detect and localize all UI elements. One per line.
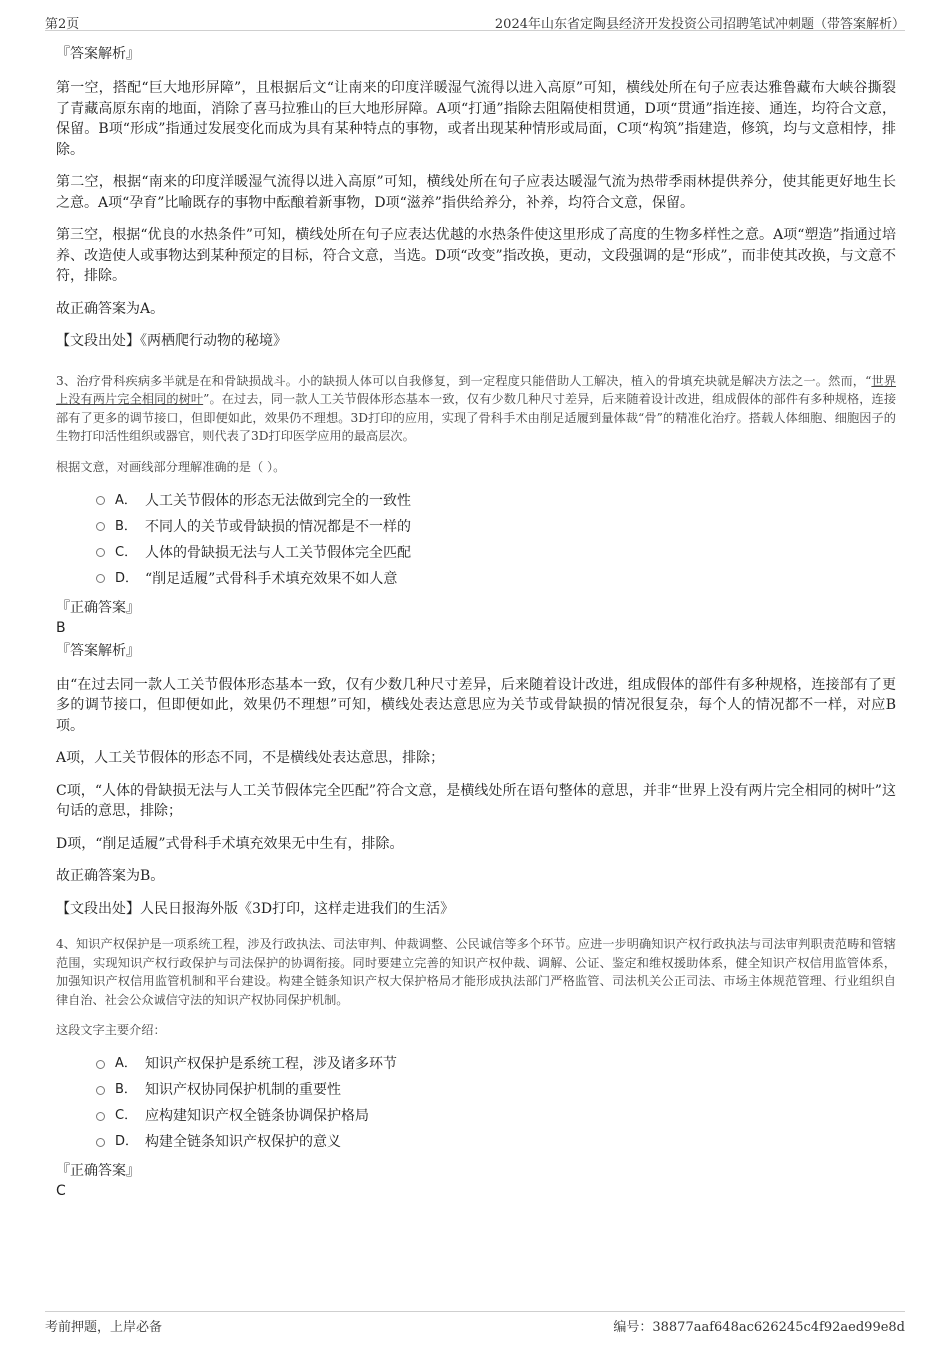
- question-4-prompt: 这段文字主要介绍：: [56, 1023, 166, 1037]
- question-3-text: 3、治疗骨科疾病多半就是在和骨缺损战斗。小的缺损人体可以自我修复，到一定程度只能借助人工解决，植入的骨填充块就是解决方法之一。然而，“世界上没有两片完全相同的树叶”。在过去，同一款人工关节假体形态基本一致，仅有少数几种尺寸差异，后来随着设计改进，组成假体的部件有多种规格，连接部有了更多的调节接口，但即便如此，效果仍不理想。3D打印的应用，实现了骨科手术由削足适履到量体裁“骨”的精准化治疗。搭载人体细胞、细胞因子的生物打印活性组织或器官，则代表了3D打印医学应用的最高层次。: [56, 373, 897, 443]
- option-b[interactable]: B． 不同人的关节或骨缺损的情况都是不一样的: [96, 514, 896, 540]
- correct-answer-label: 『正确答案』: [56, 1163, 140, 1179]
- analysis-label: 『答案解析』: [56, 642, 140, 659]
- question-3-prompt: 根据文意，对画线部分理解准确的是（ ）。: [56, 459, 286, 474]
- radio-icon[interactable]: [96, 522, 105, 531]
- analysis-label: 『答案解析』: [56, 46, 140, 62]
- footer-slogan: 考前押题，上岸必备: [45, 1320, 163, 1335]
- radio-icon[interactable]: [96, 1060, 105, 1069]
- source-citation: 【文段出处】人民日报海外版《3D打印，这样走进我们的生活》: [56, 900, 455, 917]
- option-c[interactable]: C． 人体的骨缺损无法与人工关节假体完全匹配: [96, 540, 896, 566]
- option-a[interactable]: A． 人工关节假体的形态无法做到完全的一致性: [96, 488, 896, 514]
- analysis-paragraph: 第一空，搭配“巨大地形屏障”，且根据后文“让南来的印度洋暖湿气流得以进入高原”可知，横线处所在句子应表达雅鲁藏布大峡谷撕裂了青藏高原东南的地面，消除了喜马拉雅山的巨大地形屏障。A项“打通”指除去阻隔使相贯通，D项“贯通”指连接、通连，均符合文意，保留。B项“形成”指通过发展变化而成为具有某种特点的事物，或者出现某种情形或局面，C项“构筑”指建造，修筑，均与文意相悖，排除。: [56, 80, 896, 158]
- radio-icon[interactable]: [96, 1112, 105, 1121]
- question-4-options: [96, 1051, 896, 1155]
- analysis-paragraph: 第三空，根据“优良的水热条件”可知，横线处所在句子应表达优越的水热条件使这里形成了高度的生物多样性之意。A项“塑造”指通过培养、改造使人或事物达到某种预定的目标，符合文意，当选。D项“改变”指改换，更动，文段强调的是“形成”，而非使其改换，与文意不符，排除。: [56, 227, 896, 284]
- page-header: [45, 10, 905, 31]
- radio-icon[interactable]: [96, 1138, 105, 1147]
- document-title: 2024年山东省定陶县经济开发投资公司招聘笔试冲刺题（带答案解析）: [494, 17, 905, 32]
- document-id: 编号：38877aaf648ac626245c4f92aed99e8d: [613, 1320, 905, 1335]
- option-d[interactable]: D． 构建全链条知识产权保护的意义: [96, 1129, 896, 1155]
- answer-conclusion: 故正确答案为B。: [56, 868, 165, 884]
- radio-icon[interactable]: [96, 496, 105, 505]
- analysis-paragraph: 由“在过去同一款人工关节假体形态基本一致，仅有少数几种尺寸差异，后来随着设计改进，组成假体的部件有多种规格，连接部有了更多的调节接口，但即便如此，效果仍不理想”可知，横线处表达意思应为关节或骨缺损的情况很复杂，每个人的情况都不一样，对应B项。: [56, 676, 896, 734]
- radio-icon[interactable]: [96, 574, 105, 583]
- analysis-paragraph: D项，“削足适履”式骨科手术填充效果无中生有，排除。: [56, 835, 404, 852]
- correct-answer-label: 『正确答案』: [56, 599, 140, 616]
- page-number: 第2页: [45, 17, 80, 32]
- answer-conclusion: 故正确答案为A。: [56, 300, 165, 317]
- radio-icon[interactable]: [96, 1086, 105, 1095]
- option-c[interactable]: C． 应构建知识产权全链条协调保护格局: [96, 1103, 896, 1129]
- source-citation: 【文段出处】《两栖爬行动物的秘境》: [56, 333, 287, 349]
- question-3-options: [96, 488, 896, 592]
- option-a[interactable]: A． 知识产权保护是系统工程，涉及诸多环节: [96, 1051, 896, 1077]
- page-content: [56, 44, 896, 1204]
- analysis-paragraph: C项，“人体的骨缺损无法与人工关节假体完全匹配”符合文意，是横线处所在语句整体的意思，并非“世界上没有两片完全相同的树叶”这句话的意思，排除；: [56, 782, 896, 819]
- analysis-paragraph: A项，人工关节假体的形态不同，不是横线处表达意思，排除；: [56, 750, 445, 766]
- correct-answer-value: C: [56, 1183, 66, 1199]
- correct-answer-value: B: [56, 619, 66, 636]
- option-b[interactable]: B． 知识产权协同保护机制的重要性: [96, 1077, 896, 1103]
- page-footer: [45, 1311, 905, 1334]
- radio-icon[interactable]: [96, 548, 105, 557]
- option-d[interactable]: D． “削足适履”式骨科手术填充效果不如人意: [96, 566, 896, 592]
- analysis-paragraph: 第二空，根据“南来的印度洋暖湿气流得以进入高原”可知，横线处所在句子应表达暖湿气流为热带季雨林提供养分，使其能更好地生长之意。A项“孕育”比喻既存的事物中酝酿着新事物，D项“滋养”指供给养分，补养，均符合文意，保留。: [56, 174, 896, 211]
- question-4-text: 4、知识产权保护是一项系统工程，涉及行政执法、司法审判、仲裁调整、公民诚信等多个环节。应进一步明确知识产权行政执法与司法审判职责范畴和管辖范围，实现知识产权行政保护与司法保护的协调衔接。同时要建立完善的知识产权仲裁、调解、公证、鉴定和维权援助体系，健全知识产权信用监管体系，加强知识产权信用监管机制和平台建设。构建全链条知识产权大保护格局才能形成执法部门严格监管、司法机关公正司法、市场主体规范管理、行业组织自律自治、社会公众诚信守法的知识产权协同保护机制。: [56, 937, 896, 1007]
- underlined-phrase: 世界上没有两片完全相同的树叶: [56, 373, 897, 406]
